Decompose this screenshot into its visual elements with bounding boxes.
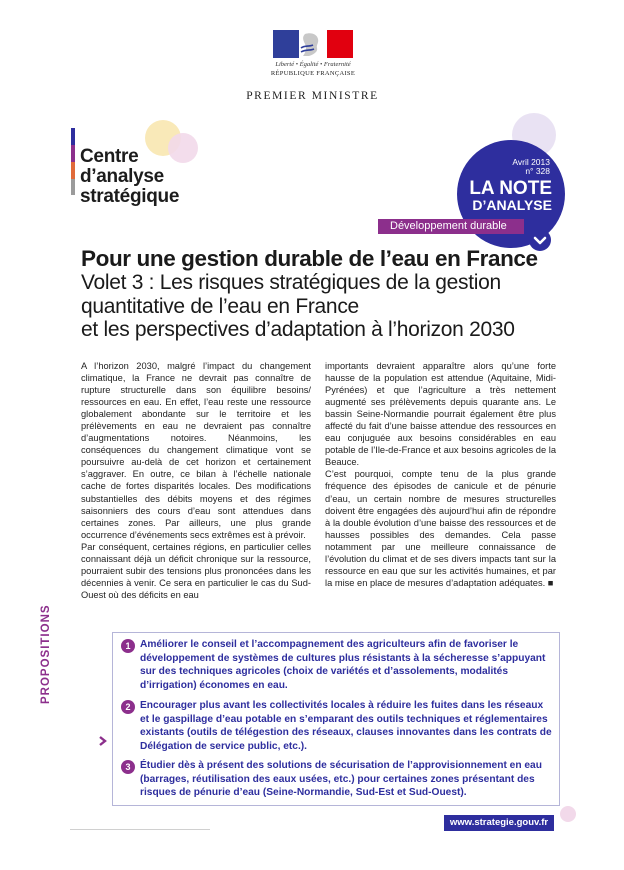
- flag-red-band: [327, 30, 353, 58]
- body-paragraph: importants devraient apparaître alors qu’une forte hausse de la population est attendue (Aquitaine, Midi-Pyrénées) et que l’agriculture a très nettement augmenté ses prélèvements depuis quarante ans. Le bassin Seine-Normandie pourrait également être plus affecté du fait d’une baisse attendue des ressources en eau conjuguée aux besoins considérables en eau potable de l’Ile-de-France et aux besoins agricoles de la Beauce.: [325, 361, 556, 468]
- proposal-text: Améliorer le conseil et l’accompagnement des agriculteurs afin de favoriser le développement de systèmes de cultures plus résistants à la sécheresse s’appuyant sur des techniques agricoles (choix de variétés et d’assolements, modalités d’irrigation) économes en eau.: [140, 639, 546, 691]
- body-paragraph: A l’horizon 2030, malgré l’impact du changement climatique, la France ne devrait pas connaître de rupture structurelle dans son équilibre besoins/ ressources en eau. En effet, l’eau reste une ressource globalement abondante sur le territoire et les prélèvements en eau ne devraient pas connaître d’augmentations notoires. Néanmoins, les conséquences du changement climatique vont se poursuivre au-delà de cet horizon et certainement s’aggraver. En outre, ce bilan à l’échelle nationale cache de fortes disparités locales. Des modifications substantielles des débits moyens et des régimes saisonniers des cours d’eau sont attendues dans certaines zones. Par ailleurs, une plus grande occurrence d’événements secs extrêmes est à prévoir.: [81, 361, 311, 540]
- proposal-number: 3: [121, 760, 135, 774]
- note-number: n° 328: [525, 166, 550, 176]
- proposal-text: Encourager plus avant les collectivités locales à réduire les fuites dans les réseaux et le gaspillage d’eau potable en s’emparant des outils techniques et réglementaires existants (outils de télégestion des réseaux, clauses innovantes dans les contrats de Délégation de service public, etc.).: [140, 700, 552, 752]
- category-label: Développement durable: [378, 219, 524, 234]
- website-link[interactable]: www.strategie.gouv.fr: [444, 815, 554, 831]
- page-title: Pour une gestion durable de l’eau en France: [81, 246, 538, 271]
- brand-line-3: stratégique: [80, 186, 180, 207]
- proposals-label: PROPOSITIONS: [40, 604, 52, 704]
- proposal-number: 2: [121, 700, 135, 714]
- brand-line-1: Centre: [80, 146, 139, 167]
- body-column-left: [81, 360, 311, 601]
- ministry-name: PREMIER MINISTRE: [246, 90, 379, 102]
- subtitle-line-3: et les perspectives d’adaptation à l’horizon 2030: [81, 318, 515, 341]
- note-date: Avril 2013: [512, 157, 550, 167]
- flag-white-band: [299, 30, 327, 58]
- proposal-number: 1: [121, 639, 135, 653]
- flag-blue-band: [273, 30, 299, 58]
- note-title: LA NOTE: [469, 178, 552, 199]
- body-column-right: [325, 360, 556, 589]
- brand-line-2: d’analyse: [80, 166, 164, 187]
- page-subtitle: [81, 271, 561, 342]
- footer-divider: [70, 829, 210, 830]
- marianne-profile-icon: [299, 30, 327, 58]
- republic-name: RÉPUBLIQUE FRANÇAISE: [270, 70, 356, 77]
- subtitle-line-1: Volet 3 : Les risques stratégiques de la gestion: [81, 271, 501, 294]
- republic-motto: Liberté • Égalité • Fraternité: [275, 61, 351, 68]
- body-paragraph: C’est pourquoi, compte tenu de la plus grande fréquence des épisodes de canicule et de pénurie d’eau, un certain nombre de mesures structurelles doivent être engagées dès aujourd’hui afin de répondre à la double évolution d’une baisse des ressources et de hausses possibles des demandes. Cela passe notamment par une meilleure connaissance de l’évolution du climat et de ses divers impacts tant sur la ressource en eau que sur les activités humaines, et par la mise en place de mesures d’adaptation adéquates. ■: [325, 469, 556, 588]
- decor-circle-pink-small: [560, 806, 576, 822]
- brand-name: [80, 147, 179, 207]
- body-paragraph: Par conséquent, certaines régions, en particulier celles connaissant déjà un déficit chronique sur la ressource, pourraient subir des tensions plus prononcées dans les décennies à venir. Ce sera en particulier le cas du Sud-Ouest où des déficits en eau: [81, 541, 311, 600]
- note-subtitle: D’ANALYSE: [472, 197, 552, 213]
- proposal-text: Étudier dès à présent des solutions de sécurisation de l’approvisionnement en eau (barrages, réutilisation des eaux usées, etc.) pour certaines zones présentant des risques de pénurie d’eau (Seine-Normandie, Sud-Est et Sud-Ouest).: [140, 760, 542, 799]
- note-date-block: [485, 158, 550, 176]
- subtitle-line-2: quantitative de l’eau en France: [81, 294, 359, 318]
- chevron-right-icon: [98, 733, 108, 743]
